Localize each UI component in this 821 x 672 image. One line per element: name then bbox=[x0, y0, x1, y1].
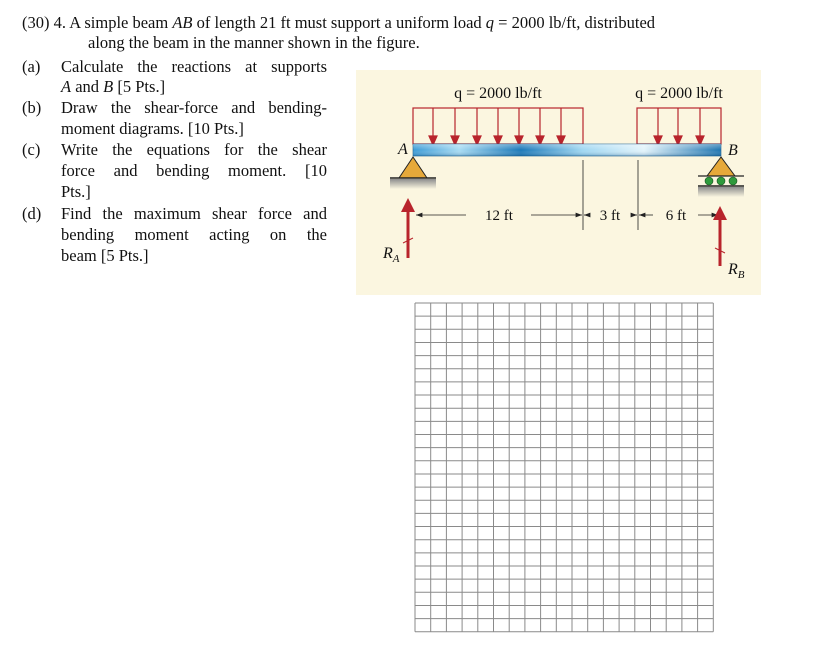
beam-figure bbox=[356, 70, 761, 295]
part-b-line-1: Draw the shear-force and bending- bbox=[61, 98, 327, 117]
support-b-label: B bbox=[728, 142, 738, 159]
roller bbox=[729, 177, 737, 185]
reaction-a-label: $R_A$ bbox=[383, 245, 400, 265]
part-c-label: (c) bbox=[22, 140, 41, 159]
part-d-line-3: beam [5 Pts.] bbox=[61, 246, 149, 265]
problem-line-2: along the beam in the manner shown in the figure. bbox=[88, 33, 420, 52]
dim-12ft: 12 ft bbox=[485, 208, 513, 224]
part-b-label: (b) bbox=[22, 98, 42, 117]
part-a-line-2: A and B [5 Pts.] bbox=[61, 77, 166, 96]
support-a-label: A bbox=[398, 141, 408, 158]
problem-line-1: (30) 4. A simple beam AB of length 21 ft must support a uniform load q = 2000 lb/ft, distributed bbox=[22, 13, 656, 32]
roller bbox=[705, 177, 713, 185]
load-left-label: q = 2000 lb/ft bbox=[454, 85, 542, 102]
roller bbox=[717, 177, 725, 185]
part-d-line-1: Find the maximum shear force and bbox=[61, 204, 327, 223]
part-a-label: (a) bbox=[22, 57, 41, 76]
part-d-label: (d) bbox=[22, 204, 42, 223]
dim-3ft: 3 ft bbox=[599, 208, 621, 224]
reaction-b-label: $R_B$ bbox=[728, 261, 745, 281]
part-c-line-3: Pts.] bbox=[61, 182, 91, 201]
answer-grid bbox=[414, 302, 714, 639]
part-c-line-2: force and bending moment. [10 bbox=[61, 161, 327, 180]
part-d-line-2: bending moment acting on the bbox=[61, 225, 327, 244]
part-b-line-2: moment diagrams. [10 Pts.] bbox=[61, 119, 244, 138]
load-right-label: q = 2000 lb/ft bbox=[635, 85, 723, 102]
part-a-line-1: Calculate the reactions at supports bbox=[61, 57, 327, 76]
dim-6ft: 6 ft bbox=[665, 208, 687, 224]
problem-number: (30) 4. bbox=[22, 13, 66, 32]
part-c-line-1: Write the equations for the shear bbox=[61, 140, 327, 159]
beam bbox=[413, 144, 721, 156]
